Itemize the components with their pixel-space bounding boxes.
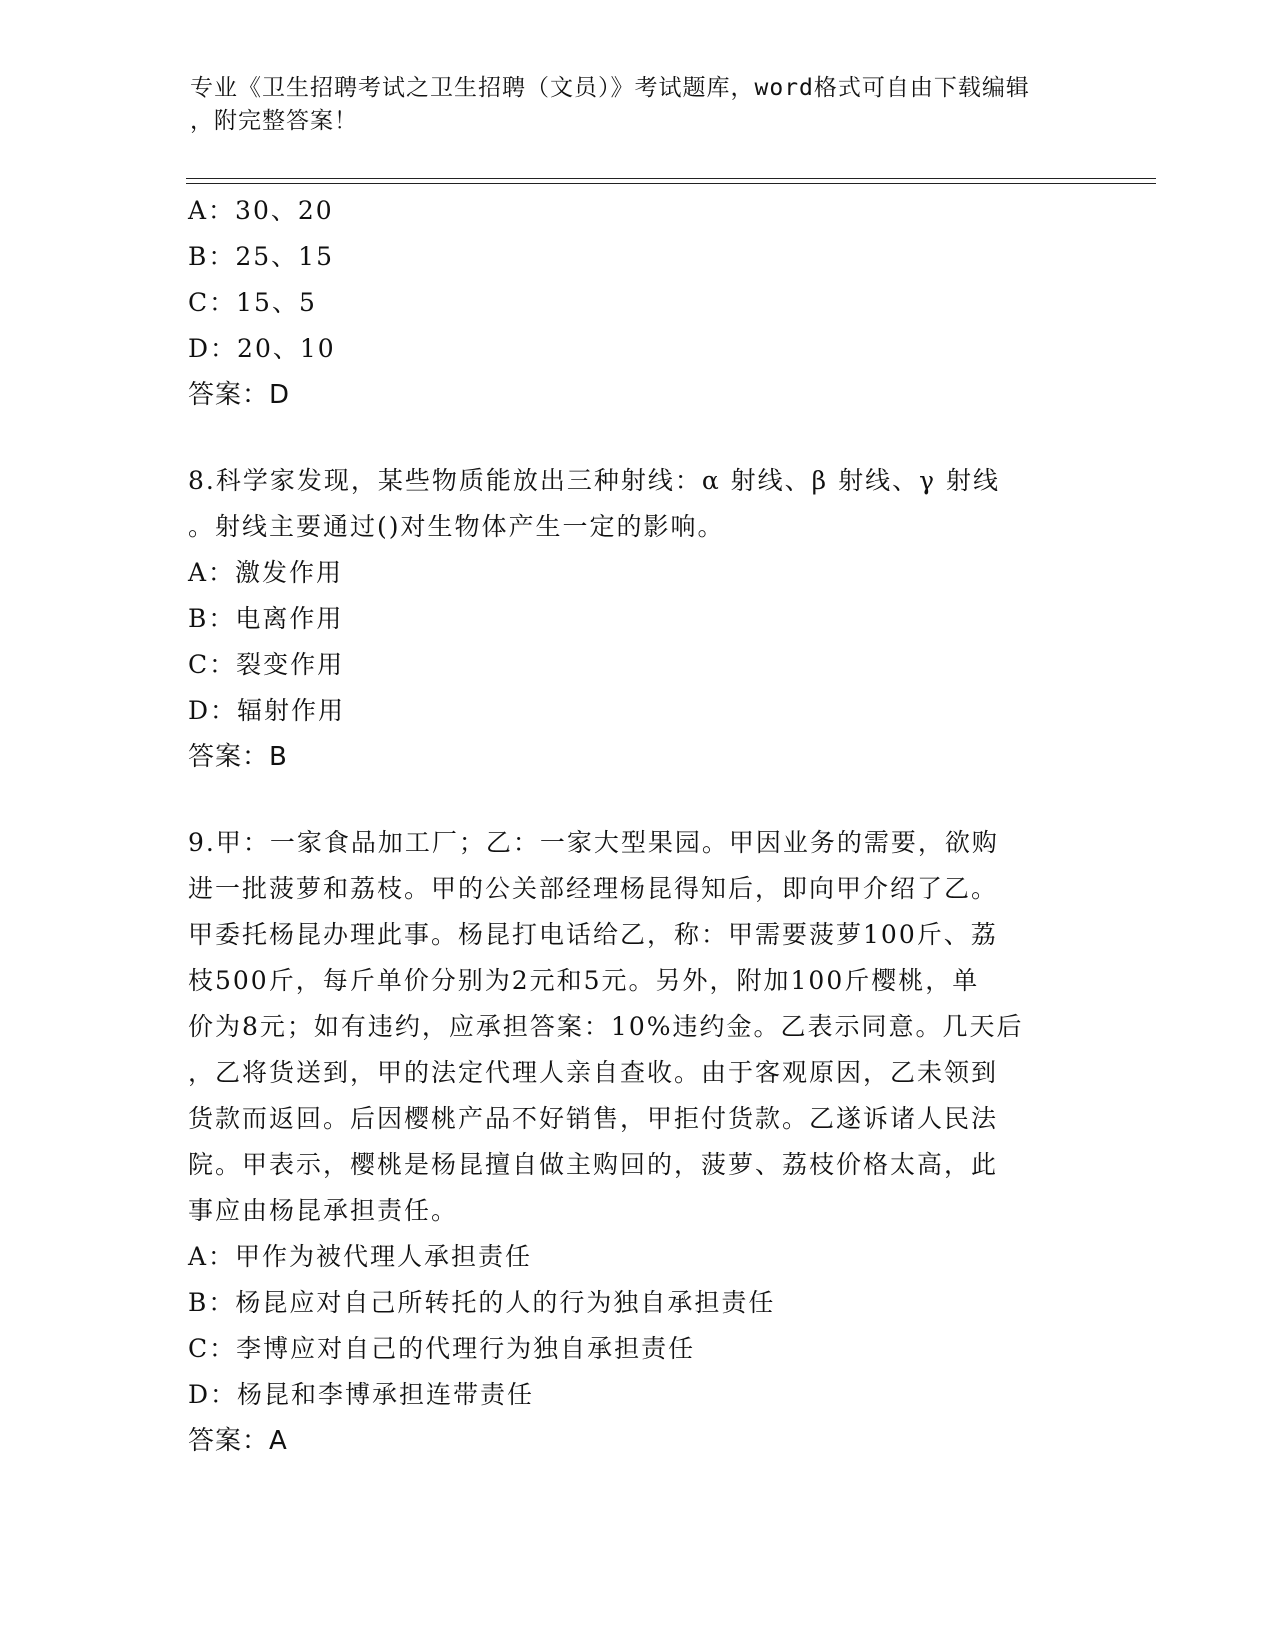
- option-c: C：李博应对自己的代理行为独自承担责任: [188, 1334, 696, 1363]
- answer-line: 答案：B: [188, 742, 288, 772]
- question-8: [188, 458, 1148, 780]
- option-a: A：30、20: [188, 196, 334, 225]
- question-stem-line: 事应由杨昆承担责任。: [188, 1196, 459, 1225]
- header-divider-top: [186, 178, 1156, 179]
- option-a: A：激发作用: [188, 558, 344, 587]
- option-c: C：15、5: [188, 288, 317, 317]
- question-stem-line: 9.甲：一家食品加工厂；乙：一家大型果园。甲因业务的需要，欲购: [188, 828, 999, 857]
- question-stem-line: 进一批菠萝和荔枝。甲的公关部经理杨昆得知后，即向甲介绍了乙。: [188, 874, 999, 903]
- question-stem-line: ，乙将货送到，甲的法定代理人亲自查收。由于客观原因，乙未领到: [188, 1058, 999, 1087]
- header-title-line-1: 专业《卫生招聘考试之卫生招聘（文员）》考试题库，word格式可自由下载编辑: [190, 75, 1030, 101]
- question-stem-line: 8.科学家发现，某些物质能放出三种射线：α 射线、β 射线、γ 射线: [188, 466, 1000, 495]
- question-stem-line: 价为8元；如有违约，应承担答案：10%违约金。乙表示同意。几天后: [188, 1012, 1024, 1041]
- question-stem-line: 。射线主要通过()对生物体产生一定的影响。: [188, 512, 725, 541]
- question-7: [188, 188, 1148, 418]
- question-stem-line: 院。甲表示，樱桃是杨昆擅自做主购回的，菠萝、荔枝价格太高，此: [188, 1150, 999, 1179]
- option-b: B：电离作用: [188, 604, 344, 633]
- question-stem-line: 货款而返回。后因樱桃产品不好销售，甲拒付货款。乙遂诉诸人民法: [188, 1104, 999, 1133]
- option-d: D：辐射作用: [188, 696, 346, 725]
- question-stem-line: 枝500斤，每斤单价分别为2元和5元。另外，附加100斤樱桃，单: [188, 966, 980, 995]
- question-stem-line: 甲委托杨昆办理此事。杨昆打电话给乙，称：甲需要菠萝100斤、荔: [188, 920, 998, 949]
- answer-line: 答案：D: [188, 380, 291, 410]
- option-b: B：25、15: [188, 242, 334, 271]
- header-title-line-2: ，附完整答案！: [190, 108, 358, 134]
- option-d: D：20、10: [188, 334, 336, 363]
- answer-line: 答案：A: [188, 1426, 288, 1456]
- question-spacer: [188, 780, 1148, 820]
- option-d: D：杨昆和李博承担连带责任: [188, 1380, 535, 1409]
- option-b: B：杨昆应对自己所转托的人的行为独自承担责任: [188, 1288, 776, 1317]
- option-c: C：裂变作用: [188, 650, 345, 679]
- option-a: A：甲作为被代理人承担责任: [188, 1242, 533, 1271]
- header-divider-bottom: [186, 183, 1156, 184]
- question-9: [188, 820, 1148, 1464]
- question-list: [188, 188, 1148, 1464]
- question-spacer: [188, 418, 1148, 458]
- page-header: [190, 72, 1070, 138]
